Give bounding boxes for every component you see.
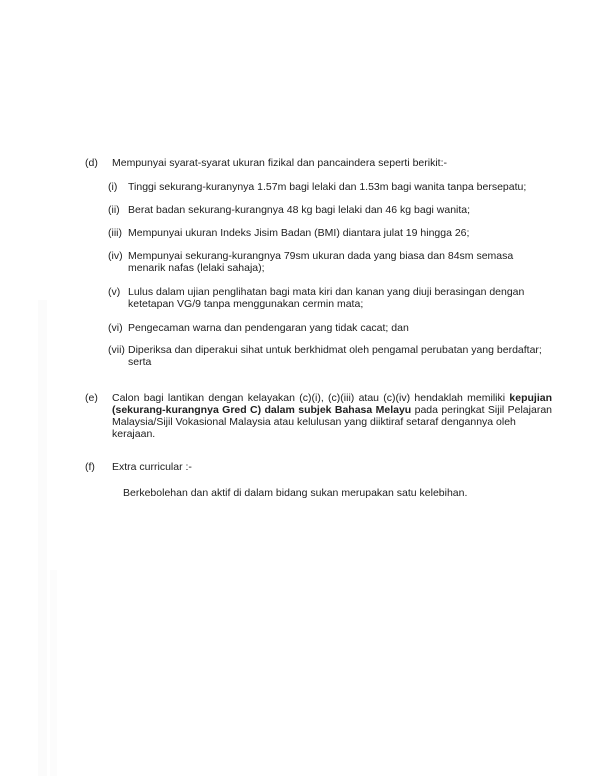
scan-artifact <box>38 300 47 776</box>
item-f <box>85 461 552 473</box>
item-d-ii-label: (ii) <box>108 204 120 216</box>
item-d-i-text: Tinggi sekurang-kuranynya 1.57m bagi lelaki dan 1.53m bagi wanita tanpa bersepatu; <box>128 181 527 193</box>
item-e-line-3: Malaysia/Sijil Vokasional Malaysia atau kelulusan yang diiktiraf setaraf dengannya oleh kerajaan. <box>112 416 516 440</box>
document-body <box>85 157 552 499</box>
item-d-iv <box>108 250 552 274</box>
item-d-vi-text: Pengecaman warna dan pendengaran yang tidak cacat; dan <box>128 322 409 334</box>
item-d-i-label: (i) <box>108 181 118 193</box>
item-d-iv-text: Mempunyai sekurang-kurangnya 79sm ukuran dada yang biasa dan 84sm semasa menarik nafas (lelaki sahaja); <box>128 250 514 274</box>
item-d-label: (d) <box>85 157 98 169</box>
item-e <box>85 392 552 440</box>
item-d-i <box>108 181 552 193</box>
item-d-ii <box>108 204 552 216</box>
item-e-line-1: Calon bagi lantikan dengan kelayakan (c)(i), (c)(iii) atau (c)(iv) hendaklah memiliki kepujian <box>112 392 552 404</box>
item-d <box>85 157 552 169</box>
item-f-text: Extra curricular :- <box>112 461 192 473</box>
item-d-vii-text: Diperiksa dan diperakui sihat untuk berkhidmat oleh pengamal perubatan yang berdaftar; serta <box>128 344 542 368</box>
item-d-vii <box>108 344 552 368</box>
scan-artifact <box>50 570 57 776</box>
item-d-iii-label: (iii) <box>108 227 122 239</box>
item-f-note: Berkebolehan dan aktif di dalam bidang sukan merupakan satu kelebihan. <box>123 487 468 499</box>
item-d-iv-label: (iv) <box>108 250 123 262</box>
item-d-v-text: Lulus dalam ujian penglihatan bagi mata kiri dan kanan yang diuji berasingan dengan ketetapan VG/9 tanpa menggunakan cermin mata; <box>128 286 525 310</box>
item-d-v-label: (v) <box>108 286 121 298</box>
item-d-vi <box>108 322 552 334</box>
item-e-line-2: (sekurang-kurangnya Gred C) dalam subjek Bahasa Melayu pada peringkat Sijil Pelajaran <box>112 404 552 416</box>
item-d-ii-text: Berat badan sekurang-kurangnya 48 kg bagi lelaki dan 46 kg bagi wanita; <box>128 204 471 216</box>
item-e-label: (e) <box>85 392 98 404</box>
item-d-text: Mempunyai syarat-syarat ukuran fizikal dan pancaindera seperti berikit:- <box>112 157 447 169</box>
item-f-label: (f) <box>85 461 95 473</box>
item-d-v <box>108 286 552 310</box>
item-d-vii-label: (vii) <box>108 344 125 356</box>
item-d-iii <box>108 227 552 239</box>
item-d-iii-text: Mempunyai ukuran Indeks Jisim Badan (BMI) diantara julat 19 hingga 26; <box>128 227 470 239</box>
item-d-vi-label: (vi) <box>108 322 123 334</box>
